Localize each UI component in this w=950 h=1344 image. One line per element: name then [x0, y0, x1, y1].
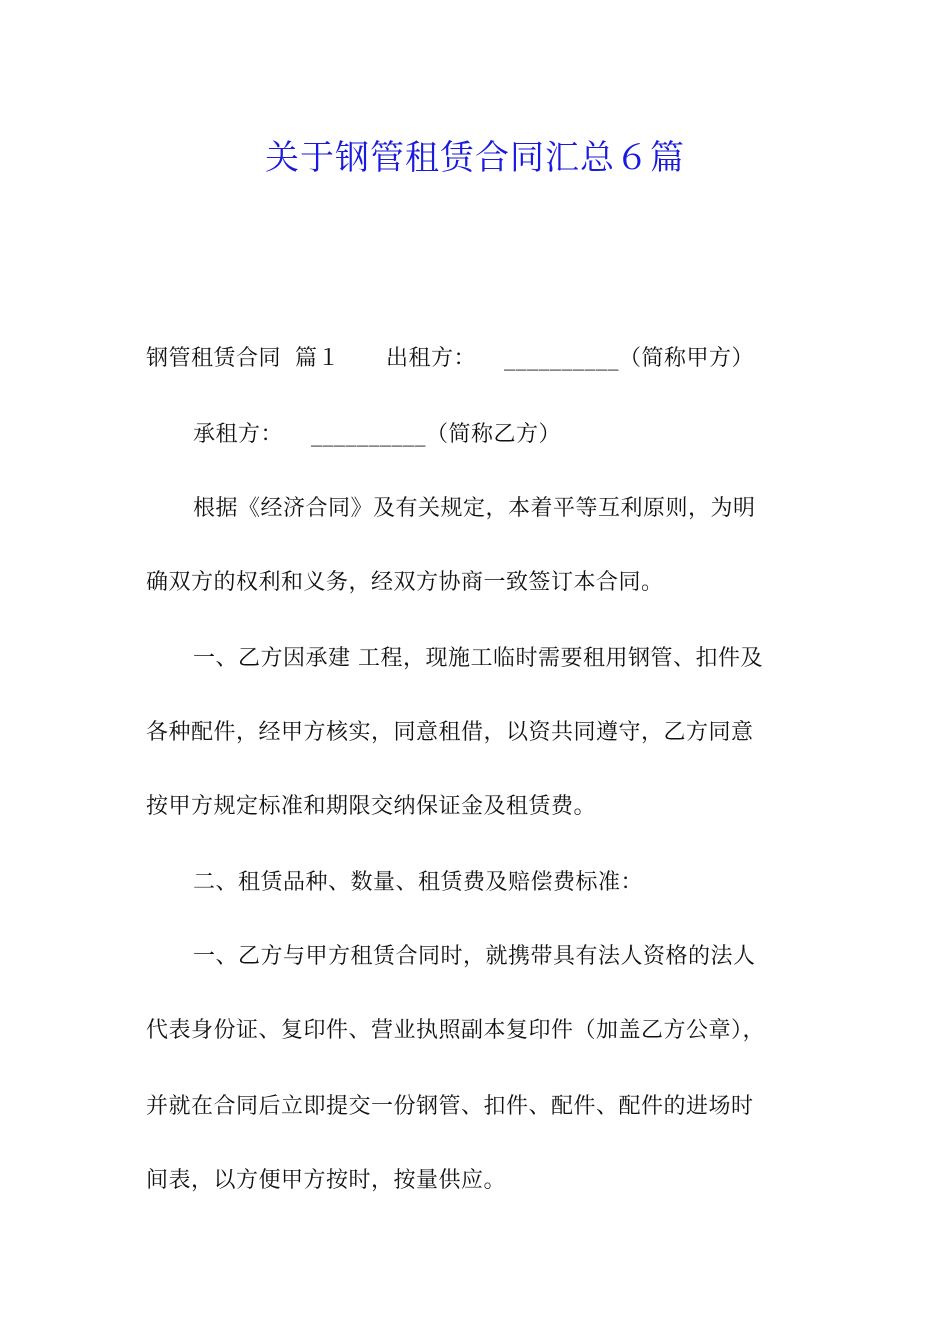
body-line: 一、乙方因承建 工程，现施工临时需要租用钢管、扣件及	[193, 646, 763, 671]
lessor-short-name: （简称甲方）	[619, 346, 755, 371]
body-line: 二、租赁品种、数量、租赁费及赔偿费标准：	[193, 870, 644, 895]
body-line: 并就在合同后立即提交一份钢管、扣件、配件、配件的进场时	[146, 1094, 754, 1119]
body-line: 根据《经济合同》及有关规定，本着平等互利原则，为明	[193, 496, 756, 521]
lessee-line	[193, 420, 561, 450]
contract-part: 篇１	[295, 346, 341, 371]
body-line: 代表身份证、复印件、营业执照副本复印件（加盖乙方公章），	[146, 1018, 766, 1043]
lessor-label: 出租方：	[386, 346, 477, 371]
contract-header-line	[146, 344, 754, 374]
document-title: 关于钢管租赁合同汇总６篇	[265, 138, 685, 178]
lessee-blank: __________	[311, 422, 427, 447]
lessee-label: 承租方：	[193, 422, 284, 447]
body-line: 按甲方规定标准和期限交纳保证金及租赁费。	[146, 794, 597, 819]
body-line: 各种配件，经甲方核实，同意租借，以资共同遵守，乙方同意	[146, 720, 754, 745]
contract-label: 钢管租赁合同	[146, 346, 282, 371]
lessor-blank: __________	[504, 346, 620, 371]
body-line: 间表，以方便甲方按时，按量供应。	[146, 1168, 507, 1193]
body-line: 一、乙方与甲方租赁合同时，就携带具有法人资格的法人	[193, 944, 756, 969]
lessee-short-name: （简称乙方）	[426, 422, 562, 447]
body-line: 确双方的权利和义务，经双方协商一致签订本合同。	[146, 570, 664, 595]
